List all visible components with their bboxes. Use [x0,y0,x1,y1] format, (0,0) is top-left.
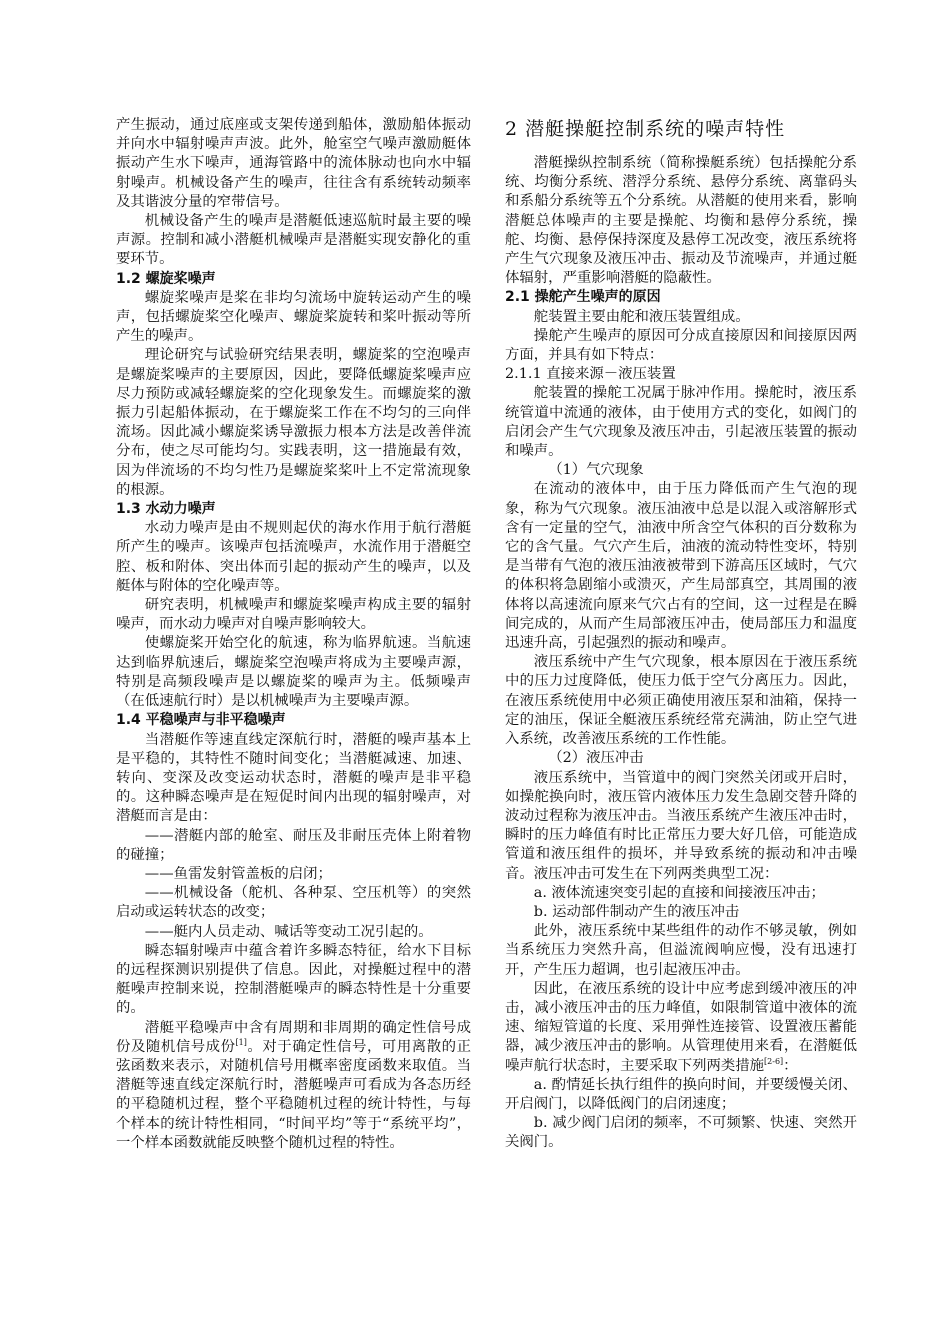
chapter-heading-2: 2 潜艇操艇控制系统的噪声特性 [505,118,786,140]
section-heading-1-3: 1.3 水动力噪声 [116,501,216,518]
paragraph: 液压系统中，当管道中的阀门突然关闭或开启时，如操舵换向时，液压管内液体压力发生急剧交替升降的波动过程称为液压冲击。当液压系统产生液压冲击时，瞬时的压力峰值有时比正常压力要大好几倍，可能造成管道和液压组件的损坏，并导致系统的振动和冲击噪音。液压冲击可发生在下列两类典型工况： [505,769,857,882]
list-item: a. 酌情延长执行组件的换向时间，并要缓慢关闭、开启阀门，以降低阀门的启闭速度； [505,1076,857,1112]
section-heading-2-1: 2.1 操舵产生噪声的原因 [505,289,661,306]
section-heading-1-4: 1.4 平稳噪声与非平稳噪声 [116,712,286,729]
paragraph-text: ： [783,1057,798,1074]
paragraph: 操舵产生噪声的原因可分成直接原因和间接原因两方面，并具有如下特点： [505,327,857,364]
paragraph: 液压系统中产生气穴现象，根本原因在于液压系统中的压力过度降低，使压力低于空气分离压力。因此，在液压系统使用中必须正确使用液压泵和油箱，保持一定的油压，保证全艇液压系统经常充满油，防止空气进入系统，改善液压系统的工作性能。 [505,654,857,748]
citation: [1] [235,1037,247,1047]
paragraph: 当潜艇作等速直线定深航行时，潜艇的噪声基本上是平稳的，其特性不随时间变化；当潜艇减速、加速、转向、变深及改变运动状态时，潜艇的噪声是非平稳的。这种瞬态噪声是在短促时间内出现的辐射噪声，对潜艇而言是由： [116,731,471,825]
paragraph-text: 。对于确定性信号，可用离散的正弦函数来表示，对随机信号用概率密度函数来取值。当潜艇等速直线定深航行时，潜艇噪声可看成为各态历经的平稳随机过程，整个平稳随机过程的统计特性，与每个样本的统计特性相同，“时间平均”等于“系统平均”，一个样本函数就能反映整个随机过程的特性。 [116,1038,471,1151]
paragraph: 舵装置主要由舵和液压装置组成。 [533,308,750,325]
paragraph: 瞬态辐射噪声中蕴含着许多瞬态特征，给水下目标的远程探测识别提供了信息。因此，对操艇过程中的潜艇噪声控制来说，控制潜艇噪声的瞬态特性是十分重要的。 [116,942,471,1017]
section-heading-1-2: 1.2 螺旋桨噪声 [116,270,216,287]
paragraph-text: 因此，在液压系统的设计中应考虑到缓冲液压的冲击，减小液压冲击的压力峰值，如限制管道中液体的流速、缩短管道的长度、采用弹性连接管、设置液压蓄能器，减少液压冲击的影响。从管理使用来看，在潜艇低噪声航行状态时，主要采取下列两类措施 [505,980,857,1074]
list-item: a. 液体流速突变引起的直接和间接液压冲击； [533,884,825,901]
paragraph: 潜艇操纵控制系统（简称操艇系统）包括操舵分系统、均衡分系统、潜浮分系统、悬停分系统、离靠码头和系船分系统等五个分系统。从潜艇的使用来看，影响潜艇总体噪声的主要是操舵、均衡和悬停分系统，操舵、均衡、悬停保持深度及悬停工况改变，液压系统将产生气穴现象及液压冲击、振动及节流噪声，并通过艇体辐射，严重影响潜艇的隐蔽性。 [505,155,857,287]
dash-list-item: ——潜艇内部的舱室、耐压及非耐压壳体上附着物的碰撞； [116,827,471,863]
left-column [116,116,471,1153]
paragraph: 理论研究与试验研究结果表明，螺旋桨的空泡噪声是螺旋桨噪声的主要原因，因此，要降低螺旋桨噪声应尽力预防或减轻螺旋桨的空化现象发生。而螺旋桨的激振力引起船体振动，在于螺旋桨工作在不均匀的三向伴流场。因此减小螺旋桨诱导激振力根本方法是改善伴流分布，使之尽可能均匀。实践表明，这一措施最有效，因为伴流场的不均匀性乃是螺旋桨桨叶上不定常流现象的根源。 [116,347,471,498]
dash-list-item: ——机械设备（舵机、各种泵、空压机等）的突然启动或运转状态的改变； [116,885,471,921]
paragraph: 舵装置的操舵工况属于脉冲作用。操舵时，液压系统管道中流通的液体，由于使用方式的变化，如阀门的启闭会产生气穴现象及液压冲击，引起液压装置的振动和噪声。 [505,385,857,460]
paragraph: 使螺旋桨开始空化的航速，称为临界航速。当航速达到临界航速后，螺旋桨空泡噪声将成为主要噪声源，特别是高频段噪声是以螺旋桨的噪声为主。低频噪声（在低速航行时）是以机械噪声为主要噪声源。 [116,635,471,710]
paragraph-text: 潜艇平稳噪声中含有周期和非周期的确定性信号成份及随机信号成份 [116,1019,471,1055]
dash-list-item: ——鱼雷发射管盖板的启闭； [144,865,332,882]
list-item: b. 运动部件制动产生的液压冲击 [533,903,740,920]
paragraph: 水动力噪声是由不规则起伏的海水作用于航行潜艇所产生的噪声。该噪声包括流噪声，水流作用于潜艇空腔、板和附体、突出体而引起的振动产生的噪声，以及艇体与附体的空化噪声等。 [116,520,471,594]
paragraph: 机械设备产生的噪声是潜艇低速巡航时最主要的噪声源。控制和减小潜艇机械噪声是潜艇实现安静化的重要环节。 [116,213,471,268]
list-item: b. 减少阀门启闭的频率，不可频繁、快速、突然开关阀门。 [505,1115,857,1151]
sub-heading-cavitation: （1）气穴现象 [548,462,644,479]
paragraph [505,980,857,1076]
paragraph: 此外，液压系统中某些组件的动作不够灵敏，例如当系统压力突然升高，但溢流阀响应慢，没有迅速打开，产生压力超调，也引起液压冲击。 [505,923,857,978]
paragraph: 研究表明，机械噪声和螺旋桨噪声构成主要的辐射噪声，而水动力噪声对自噪声影响较大。 [116,597,471,633]
paragraph [116,1019,471,1153]
right-column [505,116,857,1153]
dash-list-item: ——艇内人员走动、喊话等变动工况引起的。 [144,923,433,940]
sub-heading-hydraulic-shock: （2）液压冲击 [548,750,644,767]
subsection-heading-2-1-1: 2.1.1 直接来源－液压装置 [505,366,676,383]
paragraph: 螺旋桨噪声是桨在非均匀流场中旋转运动产生的噪声，包括螺旋桨空化噪声、螺旋桨旋转和桨叶振动等所产生的噪声。 [116,289,471,345]
paragraph: 在流动的液体中，由于压力降低而产生气泡的现象，称为气穴现象。液压油液中总是以混入或溶解形式含有一定量的空气，油液中所含空气体积的百分数称为它的含气量。气穴产生后，油液的流动特性变坏，特别是当带有气泡的液压油液被带到下游高压区域时，气穴的体积将急剧缩小或溃灭，产生局部真空，其周围的液体将以高速流向原来气穴占有的空间，这一过程是在瞬间完成的，从而产生局部液压冲击，使局部压力和温度迅速升高，引起强烈的振动和噪声。 [505,481,857,652]
citation: [2-6] [764,1056,784,1066]
paragraph: 产生振动，通过底座或支架传递到船体，激励船体振动并向水中辐射噪声声波。此外，舱室空气噪声激励艇体振动产生水下噪声，通海管路中的流体脉动也向水中辐射噪声。机械设备产生的噪声，往往含有系统转动频率及其谐波分量的窄带信号。 [116,117,471,210]
